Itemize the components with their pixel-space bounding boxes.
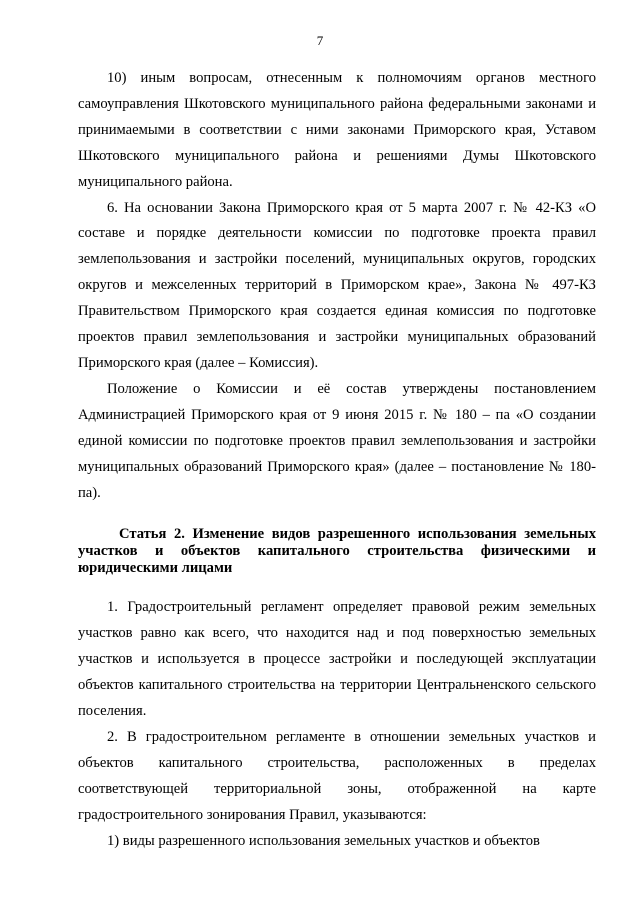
page-number: 7 — [316, 33, 324, 48]
paragraph-6: 6. На основании Закона Приморского края от 5 марта 2007 г. № 42-КЗ «О составе и порядке деятельности комиссии по подготовке проекта правил землепользования и застройки поселений, муниципальных округов, городских округов и межселенных территорий в Приморском крае», Закона № 497-КЗ Правительством Приморского края создается единая комиссия по подготовке проектов правил землепользования и застройки муниципальных образований Приморского края (далее – Комиссия). — [78, 199, 596, 371]
paragraph-article2-2: 2. В градостроительном регламенте в отношении земельных участков и объектов капитального строительства, расположенных в пределах соответствующей территориальной зоны, отображенной на карте градостроительного зонирования Правил, указываются: — [78, 728, 596, 823]
document-body — [78, 66, 596, 854]
paragraph-commission-regulation: Положение о Комиссии и её состав утверждены постановлением Администрацией Приморского края от 9 июня 2015 г. № 180 – па «О создании единой комиссии по подготовке проектов правил землепользования и застройки муниципальных образований Приморского края» (далее – постановление № 180-па). — [78, 380, 596, 501]
paragraph-article2-1: 1. Градостроительный регламент определяет правовой режим земельных участков равно как всего, что находится над и под поверхностью земельных участков и используется в процессе застройки и последующей эксплуатации объектов капитального строительства на территории Центральненского сельского поселения. — [78, 599, 596, 720]
paragraph-item-10: 10) иным вопросам, отнесенным к полномочиям органов местного самоуправления Шкотовского муниципального района федеральными законами и принимаемыми в соответствии с ними законами Приморского края, Уставом Шкотовского муниципального района и решениями Думы Шкотовского муниципального района. — [78, 70, 596, 190]
article-2-heading: Статья 2. Изменение видов разрешенного использования земельных участков и объектов капитального строительства физическими и юридическими лицами — [78, 526, 596, 577]
paragraph-article2-2-item-1: 1) виды разрешенного использования земельных участков и объектов — [107, 832, 540, 849]
